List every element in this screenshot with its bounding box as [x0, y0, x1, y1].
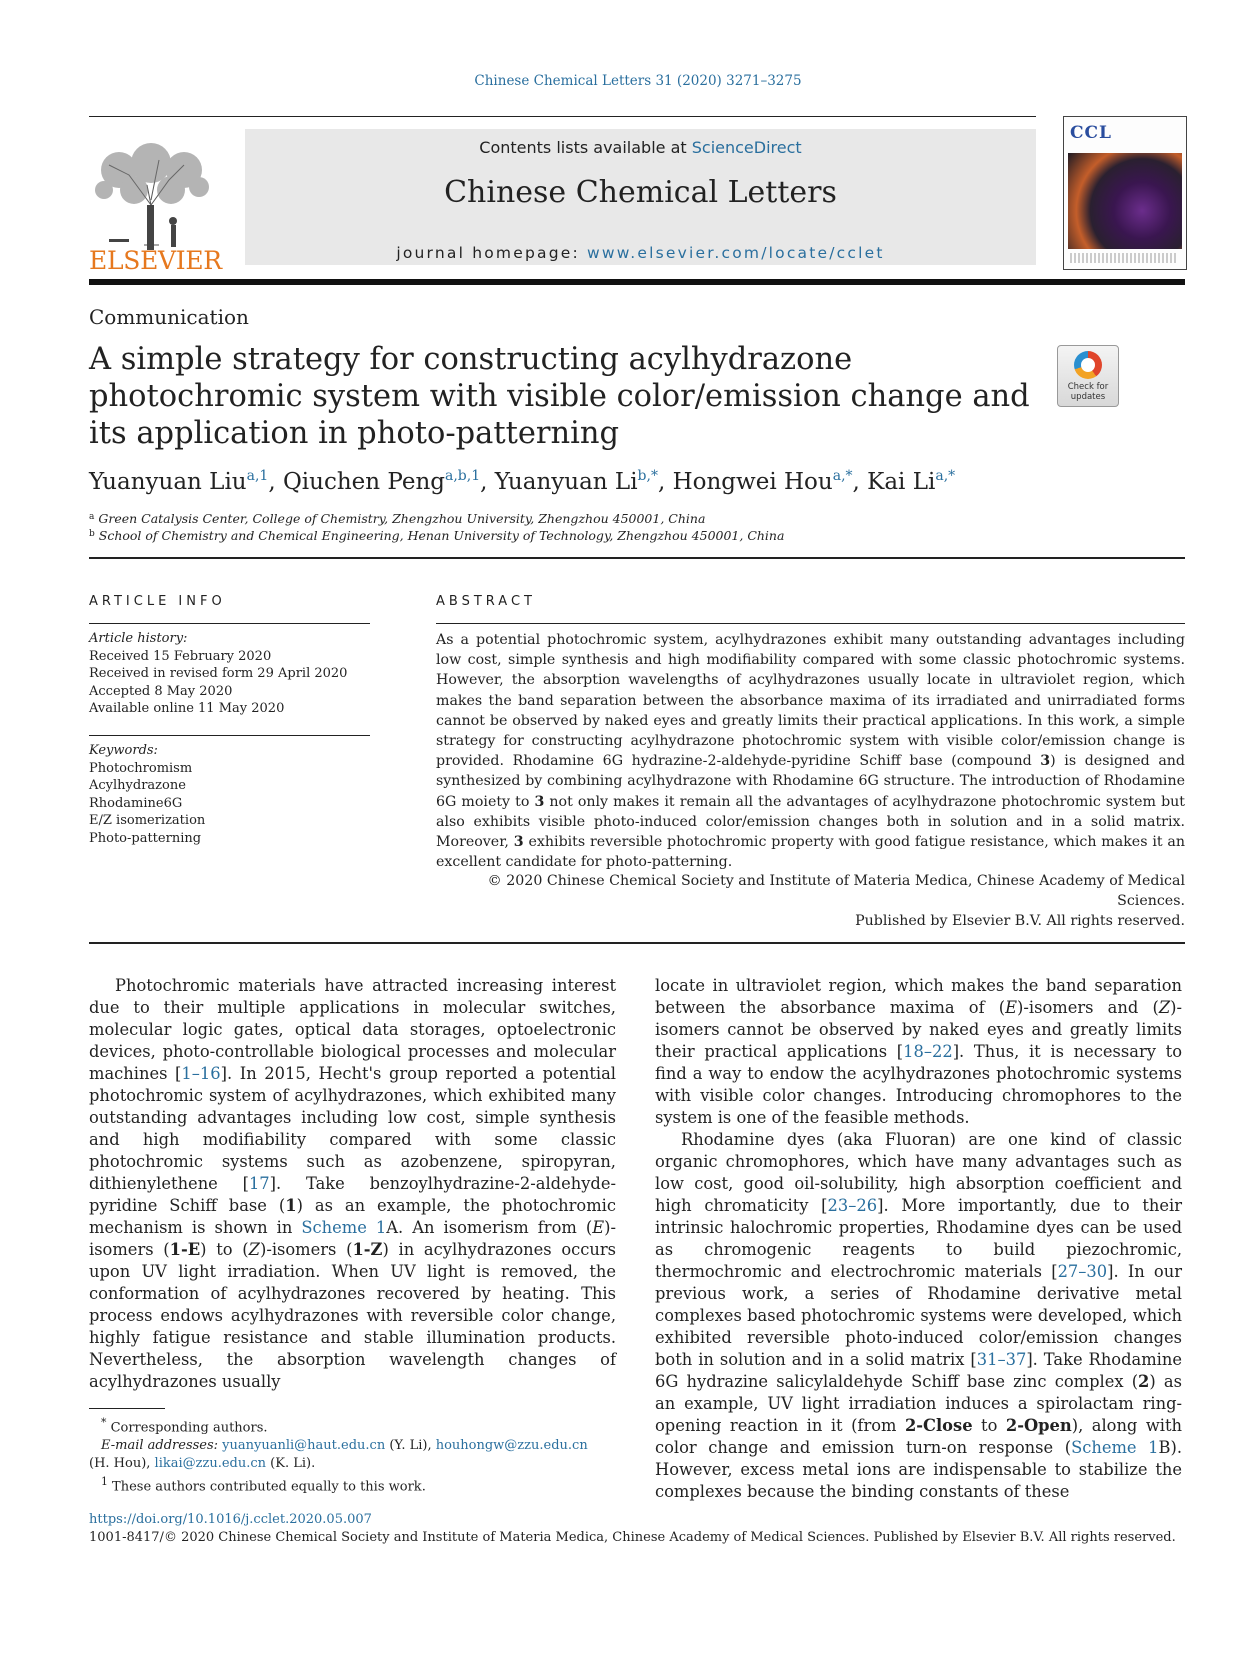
keyword: Acylhydrazone: [89, 778, 186, 793]
footnote-rule: [89, 1408, 165, 1409]
cover-artwork: [1068, 153, 1182, 249]
journal-homepage: [245, 244, 1036, 262]
crossmark-label: Check for updates: [1067, 382, 1109, 402]
keyword: Rhodamine6G: [89, 795, 183, 811]
sciencedirect-link[interactable]: ScienceDirect: [691, 138, 802, 157]
homepage-link[interactable]: www.elsevier.com/locate/cclet: [587, 244, 885, 262]
article-title: A simple strategy for constructing acylhydrazone photochromic system with visible color/emission change and its application in photo-patterning: [89, 342, 1030, 451]
journal-cover-thumbnail[interactable]: [1063, 116, 1187, 270]
affiliation-b: $^b$ School of Chemistry and Chemical Engineering, Henan University of Technology, Zhengzhou 450001, China: [89, 528, 785, 543]
email-link[interactable]: yuanyuanli@haut.edu.cn: [222, 1438, 386, 1454]
history-label: Article history:: [89, 631, 188, 646]
abstract-text: As a potential photochromic system, acylhydrazones exhibit many outstanding advantages including low cost, simple synthesis and high modifiability compared with some classic photochromic systems. However, the absorption wavelengths of acylhydrazones usually locate in ultraviolet region, which makes the band separation between the absorbance maxima of its irradiated and unirradiated forms cannot be observed by naked eyes and greatly limits their practical applications. In this work, a simple strategy for constructing acylhydrazone photochromic system with visible color/emission change is provided. Rhodamine 6G hydrazine-2-aldehyde-pyridine Schiff base (compound 3) is designed and synthesized by combining acylhydrazone with Rhodamine 6G structure. The introduction of Rhodamine 6G moiety to 3 not only makes it remain all the advantages of acylhydrazone photochromic system but also exhibits visible photo-induced color/emission changes both in solution and in a solid matrix. Moreover, 3 exhibits reversible photochromic property with good fatigue resistance, which makes it an excellent candidate for photo-patterning.: [436, 632, 1186, 871]
title-divider: [89, 557, 1185, 559]
scheme-link[interactable]: Scheme 1: [301, 1218, 387, 1237]
keyword: Photochromism: [89, 760, 193, 776]
cover-footer-text: [1070, 253, 1178, 263]
citation-link[interactable]: 17: [248, 1174, 270, 1193]
author-affil-mark[interactable]: a,b,1: [445, 468, 481, 484]
keyword: E/Z isomerization: [89, 813, 206, 828]
footnote-emails-cont: (H. Hou), likai@zzu.edu.cn (K. Li).: [89, 1456, 316, 1472]
keywords-label: Keywords:: [89, 743, 158, 758]
header-thick-rule: [89, 279, 1185, 285]
citation-link[interactable]: 31–37: [976, 1350, 1027, 1369]
author-affil-mark[interactable]: a,1: [246, 468, 269, 484]
body-column-right: [655, 975, 1182, 1503]
affiliation-a: $^a$ Green Catalysis Center, College of Chemistry, Zhengzhou University, Zhengzhou 450001, China: [89, 511, 706, 526]
issn-copyright: 1001-8417/© 2020 Chinese Chemical Society and Institute of Materia Medica, Chinese Academy of Medical Sciences. Published by Elsevier B.V. All rights reserved.: [89, 1530, 1176, 1545]
article-info-heading: ARTICLE INFO: [89, 594, 226, 609]
article-section-type: Communication: [89, 305, 249, 329]
journal-name: Chinese Chemical Letters: [444, 175, 837, 210]
author-name[interactable]: Kai Li: [867, 469, 936, 495]
history-accepted: Accepted 8 May 2020: [89, 683, 233, 699]
check-for-updates-button[interactable]: [1057, 345, 1119, 407]
body-divider: [89, 942, 1185, 944]
info-rule: [89, 735, 370, 736]
contents-availability: [245, 138, 1036, 157]
journal-masthead: [245, 129, 1036, 265]
body-paragraph: Photochromic materials have attracted increasing interest due to their multiple applications in molecular switches, molecular logic gates, optical data storages, optoelectronic devices, photo-controllable biological processes and molecular machines [1–16]. In 2015, Hecht's group reported a potential photochromic system of acylhydrazones, which exhibited many outstanding advantages including low cost, simple synthesis and high modifiability compared with some classic photochromic systems such as azobenzene, spiropyran, dithienylethene [17]. Take benzoylhydrazine-2-aldehyde-pyridine Schiff base (1) as an example, the photochromic mechanism is shown in Scheme 1A. An isomerism from (E)-isomers (1-E) to (Z)-isomers (1-Z) in acylhydrazones occurs upon UV light irradiation. When UV light is removed, the conformation of acylhydrazones recovered by heating. This process endows acylhydrazones with reversible color change, highly fatigue resistance and stable illumination products. Nevertheless, the absorption wavelength changes of acylhydrazones usually: [89, 976, 616, 1391]
citation-link[interactable]: 27–30: [1057, 1262, 1108, 1281]
crossmark-icon: [1074, 351, 1102, 379]
author-name[interactable]: Qiuchen Peng: [282, 469, 445, 495]
history-online: Available online 11 May 2020: [89, 701, 285, 716]
keyword: Photo-patterning: [89, 830, 202, 846]
body-column-left: [89, 975, 616, 1393]
citation-link[interactable]: 18–22: [903, 1042, 953, 1061]
author-affil-mark[interactable]: a,*: [935, 468, 956, 484]
cover-ccl-label: CCL: [1070, 123, 1113, 143]
citation-link[interactable]: 23–26: [827, 1196, 878, 1215]
footnote-emails: E-mail addresses: yuanyuanli@haut.edu.cn (Y. Li), houhongw@zzu.edu.cn: [101, 1438, 588, 1454]
abstract-rule: [436, 623, 1185, 624]
info-rule: [89, 623, 370, 624]
scheme-link[interactable]: Scheme 1: [1071, 1438, 1159, 1457]
history-revised: Received in revised form 29 April 2020: [89, 666, 348, 681]
email-link[interactable]: likai@zzu.edu.cn: [154, 1456, 267, 1472]
footnote-equal-contribution: $^1$ These authors contributed equally to this work.: [101, 1475, 426, 1495]
author-affil-mark[interactable]: a,*: [832, 468, 853, 484]
homepage-prefix: journal homepage:: [396, 244, 588, 262]
citation-link[interactable]: 1–16: [181, 1064, 221, 1083]
footnotes: [89, 1414, 616, 1497]
footnote-corresponding: * Corresponding authors.: [101, 1416, 268, 1436]
body-paragraph: locate in ultraviolet region, which makes the band separation between the absorbance maxima of (E)-isomers and (Z)-isomers cannot be observed by naked eyes and greatly limits their practical applications [18–22]. Thus, it is necessary to find a way to endow the acylhydrazones photochromic systems with visible color changes. Introducing chromophores to the system is one of the feasible methods.: [655, 976, 1183, 1127]
author-name[interactable]: Yuanyuan Li: [494, 469, 638, 495]
doi-link[interactable]: https://doi.org/10.1016/j.cclet.2020.05.007: [89, 1512, 372, 1527]
elsevier-wordmark: ELSEVIER: [89, 246, 222, 275]
author-name[interactable]: Hongwei Hou: [672, 469, 833, 495]
header-top-rule: [89, 116, 1036, 117]
contents-prefix: Contents lists available at: [479, 138, 692, 157]
author-name[interactable]: Yuanyuan Liu: [89, 469, 247, 495]
abstract-heading: ABSTRACT: [436, 594, 536, 609]
history-received: Received 15 February 2020: [89, 648, 272, 664]
body-paragraph: Rhodamine dyes (aka Fluoran) are one kind of classic organic chromophores, which have many advantages such as low cost, good oil-solubility, high absorption coefficient and high chromaticity [23–26]. More importantly, due to their intrinsic halochromic properties, Rhodamine dyes can be used as chromogenic reagents to build piezochromic, thermochromic and electrochromic materials [27–30]. In our previous work, a series of Rhodamine derivative metal complexes based photochromic systems were developed, which exhibited reversible photo-induced color/emission changes both in solution and in a solid matrix [31–37]. Take Rhodamine 6G hydrazine salicylaldehyde Schiff base zinc complex (2) as an example, UV light irradiation induces a spirolactam ring-opening reaction in it (from 2-Close to 2-Open), along with color change and emission turn-on response (Scheme 1B). However, excess metal ions are indispensable to stabilize the complexes because the binding constants of these: [655, 1130, 1183, 1501]
email-link[interactable]: houhongw@zzu.edu.cn: [435, 1438, 588, 1454]
article-history: [89, 630, 347, 718]
author-affil-mark[interactable]: b,*: [637, 468, 658, 484]
journal-reference-link[interactable]: Chinese Chemical Letters 31 (2020) 3271–3275: [474, 73, 802, 89]
keywords-list: [89, 742, 205, 847]
abstract-copyright: © 2020 Chinese Chemical Society and Institute of Materia Medica, Chinese Academy of Medical Sciences. Published by Elsevier B.V. All rights reserved.: [487, 873, 1185, 930]
author-list: Yuanyuan Liu$^{a,1}$, Qiuchen Peng$^{a,b,1}$, Yuanyuan $Li^{b,*}$, Hongwei Hou$^{a,*}$, Kai $Li^{a,*}$: [89, 468, 956, 495]
